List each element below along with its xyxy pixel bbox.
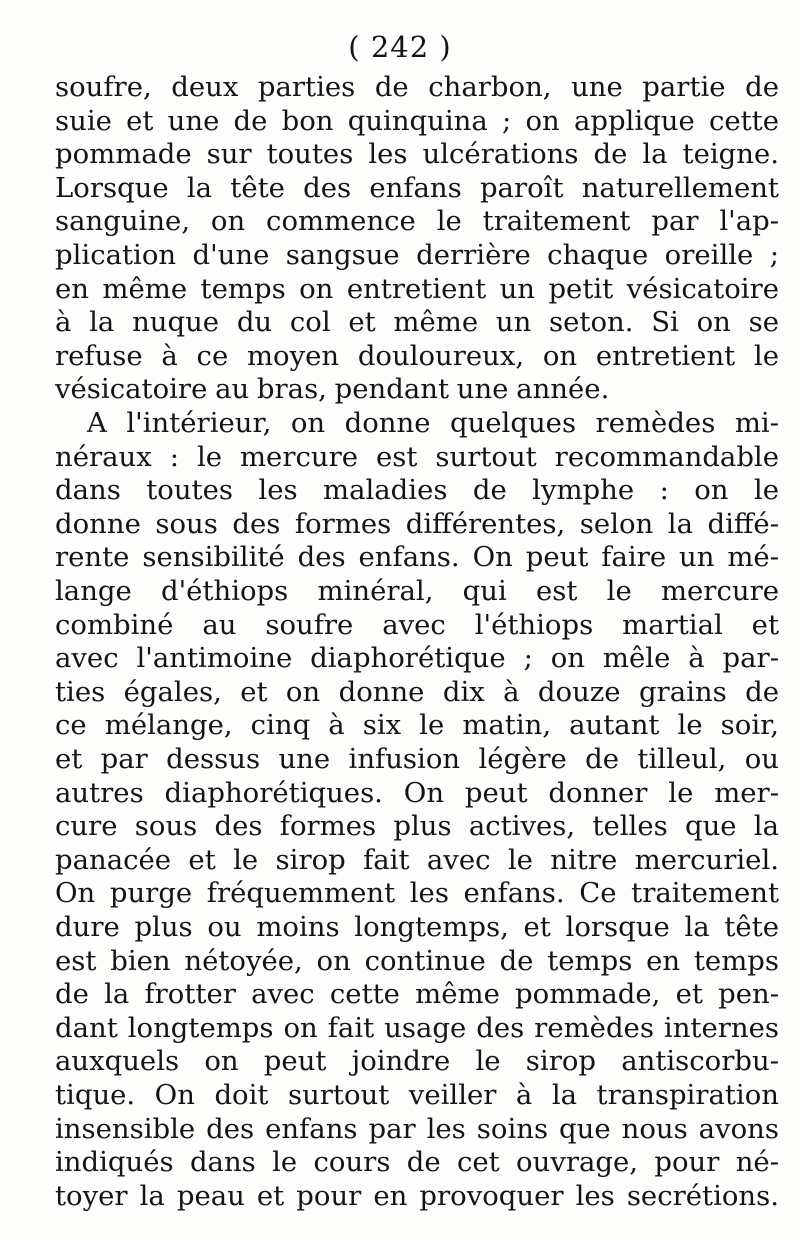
text-line: combiné au soufre avec l'éthiops martial et <box>55 608 779 641</box>
text-line: autres diaphorétiques. On peut donner le mer- <box>55 776 779 809</box>
page-number: ( 242 ) <box>348 30 452 64</box>
text-line: soufre, deux parties de charbon, une partie de <box>55 71 779 103</box>
text-line: dant longtemps on fait usage des remèdes internes <box>55 1011 779 1044</box>
text-line: donne sous des formes différentes, selon la diffé- <box>55 507 779 540</box>
text-line: tique. On doit surtout veiller à la transpiration <box>55 1079 779 1111</box>
text-line: avec l'antimoine diaphorétique ; on mêle à par- <box>55 642 779 675</box>
text-line: plication d'une sangsue derrière chaque oreille ; <box>55 239 779 271</box>
text-line: On purge fréquemment les enfans. Ce traitement <box>55 877 779 910</box>
text-line: indiqués dans le cours de cet ouvrage, pour né- <box>55 1146 779 1179</box>
text-line: de la frotter avec cette même pommade, et pen- <box>55 978 779 1011</box>
text-line: dure plus ou moins longtemps, et lorsque la tête <box>55 911 779 943</box>
text-line: refuse à ce moyen douloureux, on entretient le <box>55 339 779 372</box>
text-line: toyer la peau et pour en provoquer les secrétions. <box>55 1179 779 1212</box>
text-line: cure sous des formes plus actives, telles que la <box>55 810 779 843</box>
text-line: néraux : le mercure est surtout recommandable <box>55 440 779 473</box>
text-line: suie et une de bon quinquina ; on applique cette <box>55 104 779 137</box>
text-line: rente sensibilité des enfans. On peut faire un mé- <box>55 541 779 574</box>
text-line: insensible des enfans par les soins que nous avons <box>55 1112 779 1145</box>
text-line: auxquels on peut joindre le sirop antiscorbu- <box>55 1045 779 1078</box>
text-line: dans toutes les maladies de lymphe : on le <box>55 474 779 507</box>
text-line: A l'intérieur, on donne quelques remèdes mi- <box>87 407 779 439</box>
text-line: panacée et le sirop fait avec le nitre mercuriel. <box>55 843 779 876</box>
text-line: sanguine, on commence le traitement par l'ap- <box>55 205 779 238</box>
text-line: pommade sur toutes les ulcérations de la teigne. <box>55 138 779 171</box>
text-line: ties égales, et on donne dix à douze grains de <box>55 675 779 708</box>
text-line: lange d'éthiops minéral, qui est le mercure <box>55 575 779 607</box>
text-line: est bien nétoyée, on continue de temps en temps <box>55 944 779 977</box>
text-line: à la nuque du col et même un seton. Si on se <box>55 306 779 339</box>
text-line: et par dessus une infusion légère de tilleul, ou <box>55 743 779 775</box>
text-line: vésicatoire au bras, pendant une année. <box>55 373 610 406</box>
text-line: ce mélange, cinq à six le matin, autant le soir, <box>55 709 779 742</box>
text-line: Lorsque la tête des enfans paroît naturellement <box>55 171 779 204</box>
text-line: en même temps on entretient un petit vésicatoire <box>55 272 779 305</box>
